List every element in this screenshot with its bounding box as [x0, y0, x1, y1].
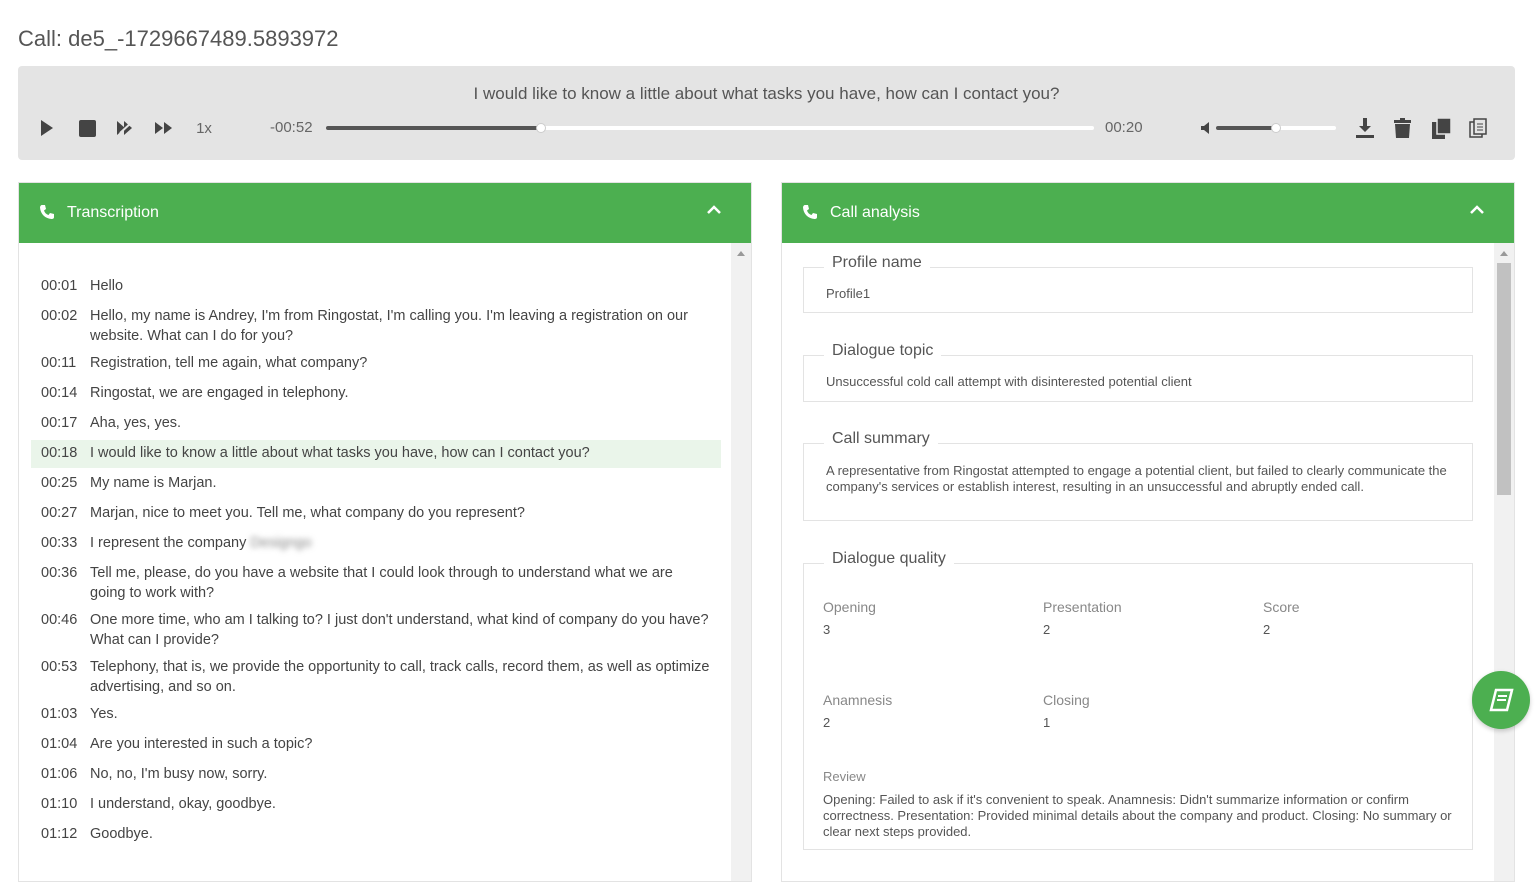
dialogue-quality-label: Dialogue quality — [824, 550, 954, 568]
volume-handle[interactable] — [1271, 123, 1281, 133]
transcript-line[interactable] — [31, 731, 721, 759]
download-button[interactable] — [1355, 116, 1375, 140]
transcript-line[interactable] — [31, 654, 721, 699]
score-label: Score — [1263, 599, 1300, 615]
call-summary-field — [803, 430, 1473, 521]
profile-name-field — [803, 254, 1473, 313]
review-value: Opening: Failed to ask if it's convenient to speak. Anamnesis: Didn't summarize information or confirm correctness. Presentation: Provided minimal details about the company and product. Closing: No summary or clear next steps provided. — [823, 792, 1452, 839]
anamnesis-value: 2 — [823, 715, 831, 730]
transcript-text-content: I would like to know a little about what tasks you have, how can I contact you? — [90, 445, 590, 461]
transcript-line[interactable] — [31, 560, 721, 605]
transcript-text — [90, 657, 711, 697]
transcript-text-content: Tell me, please, do you have a website that I could look through to understand what we are going to work with? — [90, 565, 673, 601]
copy-text-button[interactable] — [1468, 116, 1488, 140]
transcript-timestamp[interactable]: 00:18 — [41, 445, 78, 461]
transcript-timestamp[interactable]: 01:04 — [41, 736, 78, 752]
play-button[interactable] — [38, 116, 56, 140]
transcript-text — [90, 443, 711, 463]
transcript-text-content: Marjan, nice to meet you. Tell me, what company do you represent? — [90, 505, 525, 521]
transcript-timestamp[interactable]: 00:11 — [41, 355, 77, 371]
profile-name-label: Profile name — [824, 254, 930, 272]
transcript-timestamp[interactable]: 00:01 — [41, 278, 78, 294]
copy-button[interactable] — [1431, 116, 1451, 140]
opening-value: 3 — [823, 622, 831, 637]
call-analysis-panel — [781, 182, 1515, 882]
time-elapsed: 00:20 — [1105, 119, 1143, 136]
transcript-list — [31, 273, 721, 851]
transcript-text — [90, 413, 711, 433]
anamnesis-label: Anamnesis — [823, 692, 893, 708]
transcript-text — [90, 563, 711, 603]
volume-fill — [1216, 126, 1276, 130]
transcript-text-content: No, no, I'm busy now, sorry. — [90, 766, 268, 782]
transcript-line[interactable] — [31, 440, 721, 468]
transcription-header[interactable] — [19, 183, 751, 243]
transcript-line[interactable] — [31, 350, 721, 378]
fast-forward-icon — [154, 121, 174, 135]
transcript-line[interactable] — [31, 470, 721, 498]
score-value: 2 — [1263, 622, 1271, 637]
transcript-text — [90, 610, 711, 650]
phone-icon — [802, 204, 820, 222]
copy-text-icon — [1469, 118, 1487, 138]
skip-back-button[interactable] — [115, 116, 137, 140]
audio-player — [18, 66, 1515, 160]
play-icon — [40, 119, 54, 137]
page-title: Call: de5_-1729667489.5893972 — [18, 26, 339, 51]
transcript-line[interactable] — [31, 791, 721, 819]
transcript-text-content: I represent the company — [90, 535, 247, 551]
call-summary-value: A representative from Ringostat attempted to engage a potential client, but failed to clearly communicate the company's services or establish interest, resulting in an unsuccessful and abruptly ended call. — [826, 463, 1447, 494]
transcript-text — [90, 824, 711, 844]
progress-handle[interactable] — [536, 123, 546, 133]
call-analysis-header[interactable] — [782, 183, 1514, 243]
transcript-line[interactable] — [31, 380, 721, 408]
transcript-text-content: My name is Marjan. — [90, 475, 217, 491]
transcript-text-content: Ringostat, we are engaged in telephony. — [90, 385, 349, 401]
chevron-up-icon[interactable] — [1470, 205, 1486, 221]
transcript-line[interactable] — [31, 410, 721, 438]
transcript-timestamp[interactable]: 00:53 — [41, 659, 78, 675]
notes-fab-button[interactable] — [1472, 671, 1530, 729]
transcript-timestamp[interactable]: 00:46 — [41, 612, 78, 628]
transcript-text — [90, 276, 711, 296]
transcript-text — [90, 704, 711, 724]
transcript-text-content: Telephony, that is, we provide the opportunity to call, track calls, record them, as well as optimize advertising, and so on. — [90, 659, 710, 695]
transcript-timestamp[interactable]: 00:36 — [41, 565, 78, 581]
scroll-up-icon[interactable] — [737, 251, 745, 256]
transcript-text — [90, 383, 711, 403]
copy-icon — [1432, 118, 1451, 139]
transcript-line[interactable] — [31, 821, 721, 849]
transcript-line[interactable] — [31, 761, 721, 789]
transcript-text — [90, 503, 711, 523]
volume-icon — [1201, 122, 1211, 134]
transcript-text-content: Are you interested in such a topic? — [90, 736, 313, 752]
phone-icon — [39, 204, 57, 222]
chevron-up-icon[interactable] — [707, 205, 723, 221]
download-icon — [1356, 118, 1374, 138]
transcript-line[interactable] — [31, 273, 721, 301]
transcript-timestamp[interactable]: 01:12 — [41, 826, 78, 842]
transcript-text-content: Hello — [90, 278, 124, 294]
transcript-text-content: Hello, my name is Andrey, I'm from Ringostat, I'm calling you. I'm leaving a registration on our website. What can I do for you? — [90, 308, 688, 344]
transcript-text-content: Registration, tell me again, what company? — [90, 355, 368, 371]
call-summary-label: Call summary — [824, 430, 938, 448]
dialogue-topic-field — [803, 342, 1473, 402]
speed-button[interactable]: 1x — [196, 119, 212, 137]
transcript-text — [90, 473, 711, 493]
presentation-label: Presentation — [1043, 599, 1122, 615]
transcript-line[interactable] — [31, 607, 721, 652]
transcript-text-content: Goodbye. — [90, 826, 153, 842]
analysis-scrollbar[interactable] — [1494, 243, 1514, 881]
transcript-text — [90, 734, 711, 754]
transcript-timestamp[interactable]: 00:14 — [41, 385, 78, 401]
dialogue-topic-value: Unsuccessful cold call attempt with disinterested potential client — [826, 374, 1192, 389]
presentation-value: 2 — [1043, 622, 1051, 637]
progress-fill — [326, 126, 541, 130]
stop-icon — [79, 120, 96, 137]
transcript-timestamp[interactable]: 01:03 — [41, 706, 78, 722]
closing-label: Closing — [1043, 692, 1090, 708]
call-analysis-title: Call analysis — [830, 204, 920, 221]
transcript-timestamp[interactable]: 00:17 — [41, 415, 78, 431]
scroll-thumb[interactable] — [1497, 263, 1511, 495]
transcript-timestamp[interactable]: 00:27 — [41, 505, 78, 521]
transcript-text — [90, 794, 711, 814]
transcript-text — [90, 353, 711, 373]
progress-slider[interactable] — [326, 126, 1094, 130]
transcript-timestamp[interactable]: 00:33 — [41, 535, 78, 551]
skip-back-icon — [116, 120, 136, 136]
transcript-timestamp[interactable]: 00:02 — [41, 308, 78, 324]
transcript-text-content: Yes. — [90, 706, 118, 722]
transcript-text-content: Aha, yes, yes. — [90, 415, 182, 431]
transcript-text — [90, 306, 711, 346]
transcript-scrollbar[interactable] — [731, 243, 751, 881]
time-remaining: -00:52 — [270, 119, 313, 136]
review-label: Review — [823, 769, 866, 784]
closing-value: 1 — [1043, 715, 1051, 730]
player-caption: I would like to know a little about what tasks you have, how can I contact you? — [473, 84, 1060, 103]
transcript-timestamp[interactable]: 01:10 — [41, 796, 78, 812]
transcript-line[interactable] — [31, 701, 721, 729]
transcript-text-content: One more time, who am I talking to? I just don't understand, what kind of company do you have? What can I provide? — [90, 612, 709, 648]
stop-button[interactable] — [77, 116, 97, 140]
transcription-panel — [18, 182, 752, 882]
dialogue-topic-label: Dialogue topic — [824, 342, 941, 360]
transcript-text — [90, 533, 711, 553]
delete-button[interactable] — [1392, 116, 1412, 140]
transcript-text — [90, 764, 711, 784]
scroll-up-icon[interactable] — [1500, 251, 1508, 256]
volume-slider[interactable] — [1216, 126, 1336, 130]
profile-name-value: Profile1 — [826, 286, 871, 301]
transcript-text-content: I understand, okay, goodbye. — [90, 796, 276, 812]
transcript-timestamp[interactable]: 01:06 — [41, 766, 78, 782]
book-icon — [1488, 688, 1514, 712]
dialogue-quality-field — [803, 550, 1473, 850]
transcription-title: Transcription — [67, 204, 159, 221]
transcript-line[interactable] — [31, 500, 721, 528]
delete-icon — [1394, 118, 1411, 138]
fast-forward-button[interactable] — [153, 116, 175, 140]
transcript-line[interactable] — [31, 530, 721, 558]
opening-label: Opening — [823, 599, 876, 615]
mute-button[interactable] — [1200, 116, 1212, 140]
transcript-timestamp[interactable]: 00:25 — [41, 475, 78, 491]
redacted-text: Designgo — [250, 535, 312, 551]
transcript-line[interactable] — [31, 303, 721, 348]
